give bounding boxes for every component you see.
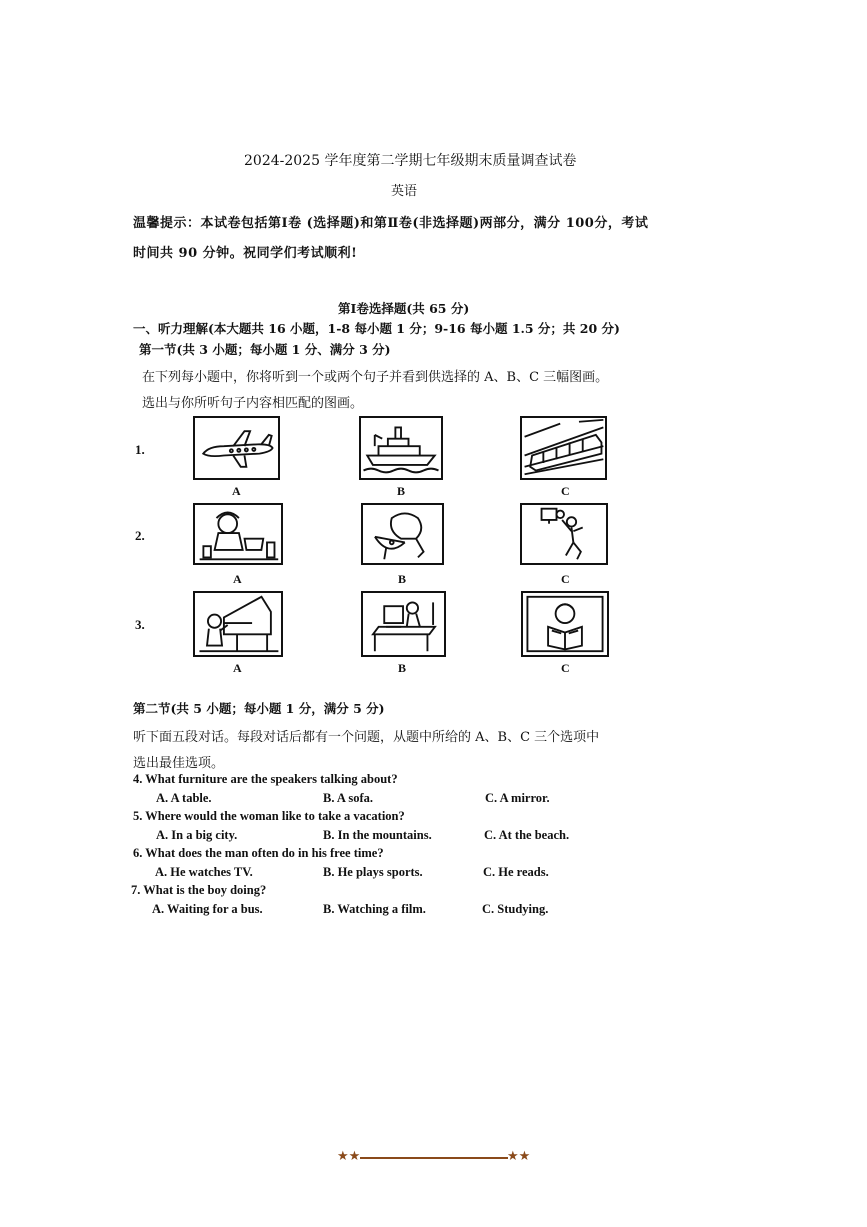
question-number: 1. — [135, 442, 145, 457]
question-text: 7. What is the boy doing? — [131, 883, 267, 897]
boy-cooking-icon[interactable] — [193, 503, 283, 565]
tip-line-1: 温馨提示：本试卷包括第Ⅰ卷 (选择题)和第Ⅱ卷(非选择题)两部分，满分 100分，考试 — [133, 216, 649, 231]
reading-boy-icon[interactable] — [521, 591, 609, 657]
option-letter: B — [398, 572, 407, 586]
footer-divider — [360, 1157, 508, 1159]
piano-player-icon[interactable] — [193, 591, 283, 657]
basketball-player-icon[interactable] — [520, 503, 608, 565]
option-c[interactable]: C. At the beach. — [484, 828, 570, 842]
part1-heading: 第Ⅰ卷选择题(共 65 分) — [338, 301, 470, 316]
option-b[interactable]: B. In the mountains. — [323, 828, 432, 842]
exam-title: 2024-2025 学年度第二学期七年级期末质量调查试卷 — [244, 153, 577, 169]
option-c[interactable]: C. He reads. — [483, 865, 549, 879]
option-letter: B — [398, 661, 407, 675]
option-c[interactable]: C. Studying. — [482, 902, 549, 916]
sub2-instruction-1: 听下面五段对话。每段对话后都有一个问题，从题中所给的 A、B、C 三个选项中 — [133, 730, 600, 745]
option-letter: C — [561, 484, 570, 498]
option-letter: C — [561, 572, 570, 586]
sub2-instruction-2: 选出最佳选项。 — [133, 756, 225, 771]
option-letter: B — [397, 484, 406, 498]
train-icon[interactable] — [520, 416, 607, 480]
option-b[interactable]: B. Watching a film. — [323, 902, 426, 916]
computer-user-icon[interactable] — [361, 591, 446, 657]
washing-face-icon[interactable] — [361, 503, 444, 565]
option-b[interactable]: B. A sofa. — [323, 791, 374, 805]
option-letter: C — [561, 661, 570, 675]
question-number: 2. — [135, 528, 145, 543]
sub2-heading: 第二节(共 5 小题；每小题 1 分，满分 5 分) — [133, 701, 385, 716]
subject-title: 英语 — [391, 184, 418, 199]
tip-line-2: 时间共 90 分钟。祝同学们考试顺利! — [133, 246, 358, 261]
option-c[interactable]: C. A mirror. — [485, 791, 550, 805]
question-text: 5. Where would the woman like to take a vacation? — [133, 809, 405, 823]
option-letter: A — [232, 484, 241, 498]
option-a[interactable]: A. A table. — [156, 791, 212, 805]
sub1-heading: 第一节(共 3 小题；每小题 1 分、满分 3 分) — [139, 342, 391, 357]
question-number: 3. — [135, 617, 145, 632]
footer-stars-left: ★★ — [337, 1149, 361, 1164]
option-letter: A — [233, 572, 242, 586]
sub1-instruction-2: 选出与你所听句子内容相匹配的图画。 — [142, 396, 364, 411]
option-a[interactable]: A. Waiting for a bus. — [152, 902, 263, 916]
ship-icon[interactable] — [359, 416, 443, 480]
question-text: 6. What does the man often do in his free time? — [133, 846, 384, 860]
sub1-instruction-1: 在下列每小题中，你将听到一个或两个句子并看到供选择的 A、B、C 三幅图画。 — [142, 370, 609, 385]
option-b[interactable]: B. He plays sports. — [323, 865, 423, 879]
airplane-icon[interactable] — [193, 416, 280, 480]
option-a[interactable]: A. He watches TV. — [155, 865, 253, 879]
section1-heading: 一、听力理解(本大题共 16 小题，1-8 每小题 1 分；9-16 每小题 1.5 分；共 20 分) — [133, 321, 620, 336]
option-letter: A — [233, 661, 242, 675]
question-text: 4. What furniture are the speakers talking about? — [133, 772, 398, 786]
footer-stars-right: ★★ — [507, 1149, 531, 1164]
option-a[interactable]: A. In a big city. — [156, 828, 238, 842]
